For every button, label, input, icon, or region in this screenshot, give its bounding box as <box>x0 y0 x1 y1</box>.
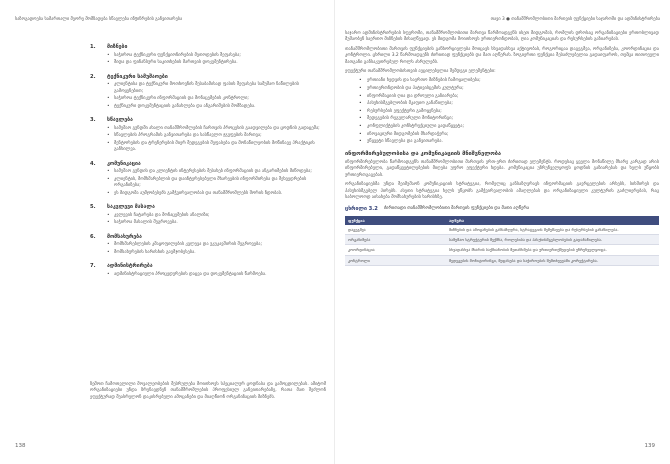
list-item <box>90 213 326 220</box>
bullet-icon: • <box>107 176 110 182</box>
bullet-icon: • <box>107 60 110 65</box>
bullet-text: კონფლიქტების კონსტრუქციული გადაწყვეტა; <box>367 124 464 129</box>
bullet-icon: • <box>107 52 110 58</box>
section-number: 6. <box>90 233 96 240</box>
bullet-icon: • <box>107 271 110 277</box>
bullet-icon: • <box>359 78 362 84</box>
list-item-text: შიდა და ფინანსური საკითხების მართვის დოკუმენტირება. <box>114 60 238 65</box>
left-page-paragraph: ზემოთ ჩამოთვლილი მოვალეობების შესრულება მოითხოვს სპეციალურ ცოდნასა და გამოცდილებას. ამიტომ ორგანიზაციები უნდა ზრუნავდნენ თანამშრომლების პროფესიულ განვითარებაზე, რათა მათ შეძლონ ეფექტურად შეასრულონ დაკისრებული ამოცანები და მიაღწიონ ორგანიზაციის მიზნებს. <box>90 382 326 400</box>
list-item-text: ადმინისტრაციული პროცედურების დაცვა და დოკუმენტაციის წარმოება. <box>114 271 267 277</box>
section-heading <box>90 44 326 50</box>
left-page-list <box>90 44 326 285</box>
table-cell: კოორდინაცია <box>345 245 446 255</box>
section-number: 4. <box>90 160 96 167</box>
list-item <box>90 82 326 95</box>
bullet-text: პასუხისმგებლობის მკაფიო განაწილება; <box>367 101 453 107</box>
bullet-item <box>345 139 659 145</box>
list-item <box>90 104 326 111</box>
body-paragraph: ორგანიზაციებმა უნდა შეიმუშაონ კომუნიკაციის სტრატეგია, რომელიც განსაზღვრავს ინფორმაციის გავრცელების არხებს, სიხშირეს და პასუხისმგებელ პირებს. ასეთი სტრატეგია ხელს უწყობს გამჭვირვალობის ამაღლებას და ორგანიზაციული კულტურის გაძლიერებას, რაც საბოლოოდ აისახება მომსახურების ხარისხზე. <box>345 182 659 201</box>
table-cell: სამუშაო სტრუქტურის შექმნა, როლებისა და პასუხისმგებლობების გადანაწილება. <box>446 235 659 245</box>
list-item-text: საჭიროა ტექნიკური ინფორმაციის და მონაცემების კონტროლი; <box>114 96 249 101</box>
body-paragraph: ინფორმირებულობა წარმოადგენს თანამშრომლობითი მართვის ერთ-ერთ ძირითად ელემენტს. როდესაც ყველა მონაწილე მხარე კარგად არის ინფორმირებული, გადაწყვეტილებების მიღება უფრო ეფექტური ხდება. კომუნიკაცია უზრუნველყოფს ცოდნის გაზიარებას და ხელს უწყობს ურთიერთგაგებას. <box>345 160 659 178</box>
bullet-item <box>345 101 659 107</box>
bullet-item <box>345 86 659 92</box>
table-cell: მიზნების და ამოცანების განსაზღვრა, სტრატეგიის შემუშავება და რესურსების განაწილება. <box>446 225 659 235</box>
list-item-text: კლიენტისა და ტექნიკური მოთხოვნის შესაბამისად ფასის შეფასება სამუშაო ნაწილების გამოყენებით; <box>114 82 299 94</box>
running-head-left: საზოგადოება სამართალი მეორე მომზადება სწავლება ინჟინრების განვითარება <box>15 17 183 22</box>
list-section <box>90 204 326 227</box>
bullet-icon: • <box>359 124 362 129</box>
section-number: 5. <box>90 204 96 210</box>
bullet-text: ურთიერთნდობის და პატივისცემის კულტურა; <box>367 86 464 92</box>
bullet-item <box>345 94 659 100</box>
table-cell: სხვადასხვა მხარის საქმიანობის შეთანხმება და ურთიერთქმედების უზრუნველყოფა. <box>446 245 659 255</box>
functions-table <box>345 216 659 266</box>
section-title: ადმინისტრირება <box>107 263 153 269</box>
bullet-text: რესურსების ეფექტური გამოყენება; <box>367 108 442 114</box>
bullet-icon: • <box>107 190 110 196</box>
list-item-text: სამუშაო გუნდში ახალი თანამშრომლების ჩართვის პროცესის გაადვილება და ცოდნის გადაცემა; <box>114 125 320 131</box>
list-section <box>90 161 326 198</box>
table-cell: ორგანიზება <box>345 235 446 245</box>
bullet-item <box>345 132 659 138</box>
bullet-icon: • <box>359 86 362 92</box>
subsection-paragraphs <box>345 160 659 201</box>
list-item-text: საჭიროა მასალის შეგროვება. <box>114 220 178 225</box>
list-item <box>90 133 326 140</box>
table-caption <box>345 206 659 212</box>
bullet-icon: • <box>107 125 110 131</box>
bullet-item <box>345 116 659 122</box>
list-item-text: მენტორების და ტრენერების მიერ შედეგების შეფასება და მონაწილეობის მოწინავე პრაქტიკის განხილვა. <box>114 140 315 152</box>
bullet-icon: • <box>359 93 362 99</box>
list-section <box>90 44 326 67</box>
table-row <box>345 235 659 245</box>
page-gutter <box>334 0 335 464</box>
page-number-left: 138 <box>15 443 26 449</box>
subsection-title: ინფორმირებულობისა და კომუნიკაციის მნიშვნელობა <box>345 150 502 157</box>
list-item <box>90 126 326 133</box>
list-item <box>90 141 326 154</box>
section-heading <box>90 234 326 240</box>
section-title: კომუნიკაცია <box>107 160 141 167</box>
list-item-text: მომხმარებლების კმაყოფილების კვლევა და უკუკავშირის შეგროვება; <box>114 242 263 247</box>
bullet-icon: • <box>107 220 110 225</box>
section-heading <box>90 263 326 269</box>
body-paragraph: ეფექტური თანამშრომლობისთვის აუცილებელია შემდეგი ელემენტები: <box>345 69 496 75</box>
bullet-text: ინოვაციური მიდგომების მხარდაჭერა; <box>367 131 449 137</box>
list-item-text: სამუშაო გუნდის და კლიენტის ინტერესების შესახებ ინფორმაციის და ანგარიშების მიწოდება; <box>114 169 312 174</box>
list-item <box>90 53 326 60</box>
section-title: მიზნები <box>107 44 128 50</box>
table-cell: დაგეგმვა <box>345 225 446 235</box>
table-header-cell: ფუნქცია <box>345 216 446 225</box>
list-item <box>90 177 326 190</box>
table-row <box>345 255 659 265</box>
list-section <box>90 74 326 111</box>
list-item <box>90 272 326 279</box>
list-section <box>90 234 326 257</box>
list-item-text: ტექნიკური დოკუმენტაციის განახლება და ანგარიშების მომზადება. <box>114 103 256 109</box>
section-heading <box>90 161 326 167</box>
bullet-icon: • <box>107 140 110 146</box>
bullet-icon: • <box>359 131 362 137</box>
table-row <box>345 245 659 255</box>
bullet-icon: • <box>359 101 362 107</box>
bullet-icon: • <box>107 212 110 218</box>
section-number: 7. <box>90 263 96 269</box>
list-item <box>90 242 326 249</box>
list-item <box>90 220 326 227</box>
right-bullet-list <box>345 78 659 145</box>
bullet-icon: • <box>359 108 362 114</box>
table-label: ცხრილი 3.2 <box>345 206 378 213</box>
section-title: საკვლევი მასალა <box>107 204 155 210</box>
list-item-text: კლიენტის, მომხმარებლის და დაინტერესებული მხარეების ინფორმირება და შეხვედრების ორგანიზება; <box>114 176 307 188</box>
section-title: მომსახურება <box>107 233 142 240</box>
bullet-icon: • <box>359 116 362 122</box>
bullet-icon: • <box>107 249 110 255</box>
list-item-text: მომსახურების ხარისხის გაუმჯობესება. <box>114 249 196 255</box>
list-item <box>90 60 326 67</box>
running-head-right: თავი 3 ● თანამშრომლობითი მართვის ფუნქციები საჯაროში და ადმინისტრირება <box>490 17 660 22</box>
section-title: სწავლება <box>107 117 133 123</box>
list-item <box>90 191 326 198</box>
list-item-text: სწავლების პროგრამის განვითარება და სასწავლო ჯგუფების მართვა; <box>114 133 262 138</box>
bullet-text: შედეგების რეგულარული მონიტორინგი; <box>367 116 453 122</box>
section-heading <box>90 117 326 123</box>
table-header-row <box>345 216 659 225</box>
list-item-text: საჭიროა ტექნიკური ფუნქციონირების მეთოდების შეფასება; <box>114 52 241 58</box>
table-cell: კონტროლი <box>345 255 446 265</box>
body-paragraph: თანამშრომლობითი მართვის ფუნქციების განხორციელება მოიცავს სხვადასხვა აქტივობას, როგორიცაა დაგეგმვა, ორგანიზება, კოორდინაცია და კონტროლი. ცხრილი 3.2 წარმოადგენს ძირითად ფუნქციებს და მათ აღწერას. ზოგიერთი ფუნქცია შესაძლებელია გადაიფაროს, თუმცა თითოეული მათგანი განსაკუთრებულ როლს ასრულებს. <box>345 46 659 65</box>
table-cell: შედეგების მონიტორინგი, შეფასება და საჭიროების შემთხვევაში კორექტირება. <box>446 255 659 265</box>
section-number: 1. <box>90 44 96 50</box>
bullet-item <box>345 124 659 130</box>
section-title: ტექნიკური სამუშაოები <box>107 73 168 80</box>
right-page-content <box>345 31 659 266</box>
bullet-icon: • <box>107 103 110 109</box>
bullet-icon: • <box>107 242 110 247</box>
bullet-item <box>345 78 659 84</box>
section-number: 2. <box>90 73 96 80</box>
bullet-item <box>345 109 659 115</box>
bullet-icon: • <box>107 96 110 101</box>
list-section <box>90 263 326 278</box>
right-intro <box>345 31 659 75</box>
bullet-icon: • <box>107 82 110 87</box>
bullet-text: უწყვეტი სწავლება და განვითარება. <box>367 139 443 145</box>
list-item-text: კვლევის ჩატარება და მონაცემების ანალიზი; <box>114 212 210 218</box>
table-body <box>345 225 659 265</box>
list-item <box>90 96 326 103</box>
section-number: 3. <box>90 117 96 123</box>
list-item-text: ეს მიდგომა აუმჯობესებს გამჭვირვალობას და თანამშრომლებს შორის ნდობას. <box>114 190 283 196</box>
section-heading <box>90 204 326 210</box>
list-item <box>90 169 326 176</box>
bullet-icon: • <box>107 133 110 138</box>
table-caption-text: ძირითადი თანამშრომლობითი მართვის ფუნქციები და მათი აღწერა <box>383 206 530 212</box>
table-header-cell: აღწერა <box>446 216 659 225</box>
page-number-right: 139 <box>644 443 655 449</box>
body-paragraph: საჯარო ადმინისტრირების სფეროში, თანამშრომლობითი მართვა წარმოადგენს ისეთ მიდგომას, რომლის დროსაც ორგანიზაციები ერთობლივად მუშაობენ საერთო მიზნების მისაღწევად. ეს მიდგომა მოითხოვს ურთიერთნდობას, ღია კომუნიკაციას და რესურსების გაზიარებას. <box>345 31 659 43</box>
list-item <box>90 250 326 257</box>
bullet-icon: • <box>359 139 362 145</box>
table-row <box>345 225 659 235</box>
bullet-text: ერთიანი ხედვის და საერთო მიზნების ჩამოყალიბება; <box>367 78 481 84</box>
list-section <box>90 117 326 154</box>
bullet-icon: • <box>107 169 110 174</box>
bullet-text: ინფორმაციის ღია და დროული გაზიარება; <box>367 93 459 99</box>
section-heading <box>90 74 326 80</box>
